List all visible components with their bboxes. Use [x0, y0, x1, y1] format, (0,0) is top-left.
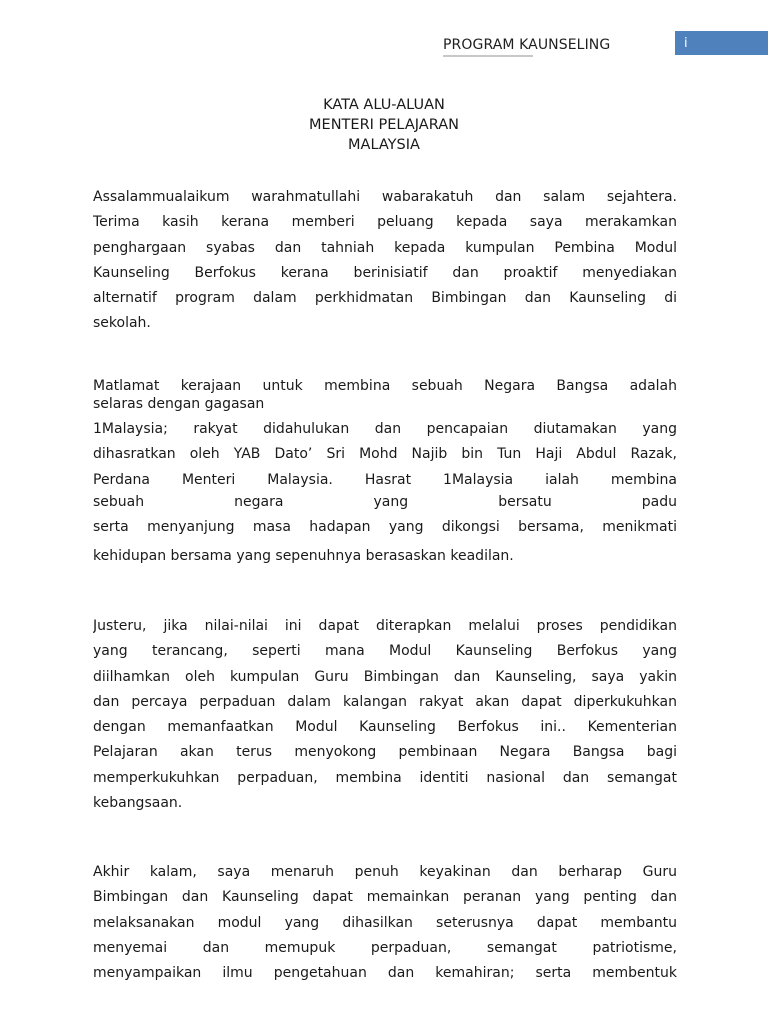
- paragraph-line: selaras dengan gagasan: [93, 396, 265, 412]
- paragraph-line: kebangsaan.: [93, 795, 183, 812]
- paragraph-line: diilhamkan oleh kumpulan Guru Bimbingan dan Kaunseling, saya yakin: [93, 668, 677, 685]
- paragraph-line: dengan memanfaatkan Modul Kaunseling Berfokus ini.. Kementerian: [93, 719, 677, 736]
- paragraph-line: dihasratkan oleh YAB Dato’ Sri Mohd Najib bin Tun Haji Abdul Razak,: [93, 446, 677, 463]
- paragraph-line: memperkukuhkan perpaduan, membina identiti nasional dan semangat: [93, 769, 677, 786]
- paragraph-line: Perdana Menteri Malaysia. Hasrat 1Malaysia ialah membina: [93, 471, 677, 488]
- paragraph-line: kehidupan bersama yang sepenuhnya berasaskan keadilan.: [93, 547, 514, 564]
- paragraph-line: sebuah negara yang bersatu padu: [93, 493, 677, 510]
- paragraph-line: Assalammualaikum warahmatullahi wabarakatuh dan salam sejahtera.: [93, 189, 677, 205]
- paragraph-line: dan percaya perpaduan dalam kalangan rakyat akan dapat diperkukuhkan: [93, 693, 677, 710]
- paragraph-line: alternatif program dalam perkhidmatan Bimbingan dan Kaunseling di: [93, 290, 677, 307]
- paragraph-line: penghargaan syabas dan tahniah kepada kumpulan Pembina Modul: [93, 239, 677, 256]
- paragraph-line: 1Malaysia; rakyat didahulukan dan pencapaian diutamakan yang: [93, 421, 677, 437]
- document-title: [0, 95, 768, 155]
- paragraph-line: menyemai dan memupuk perpaduan, semangat patriotisme,: [93, 939, 677, 956]
- header-underline: [443, 55, 533, 57]
- page-number-badge: [675, 31, 768, 55]
- paragraph-line: Terima kasih kerana memberi peluang kepada saya merakamkan: [93, 214, 677, 231]
- title-line-1: KATA ALU-ALUAN: [323, 97, 445, 113]
- paragraph-4: [93, 860, 677, 986]
- paragraph-2: [93, 378, 677, 569]
- paragraph-1: [93, 185, 677, 337]
- header-title: PROGRAM KAUNSELING: [443, 37, 611, 53]
- page-number: i: [684, 36, 688, 51]
- title-line-2: MENTERI PELAJARAN: [309, 117, 459, 133]
- paragraph-line: Justeru, jika nilai-nilai ini dapat diterapkan melalui proses pendidikan: [93, 618, 677, 634]
- paragraph-line: Matlamat kerajaan untuk membina sebuah Negara Bangsa adalah: [93, 378, 677, 394]
- paragraph-line: yang terancang, seperti mana Modul Kaunseling Berfokus yang: [93, 643, 677, 660]
- paragraph-line: Bimbingan dan Kaunseling dapat memainkan peranan yang penting dan: [93, 889, 677, 906]
- paragraph-line: menyampaikan ilmu pengetahuan dan kemahiran; serta membentuk: [93, 965, 677, 982]
- paragraph-line: serta menyanjung masa hadapan yang dikongsi bersama, menikmati: [93, 518, 677, 535]
- paragraph-line: Kaunseling Berfokus kerana berinisiatif dan proaktif menyediakan: [93, 264, 677, 281]
- paragraph-line: sekolah.: [93, 315, 151, 332]
- paragraph-3: [93, 614, 677, 816]
- paragraph-line: Pelajaran akan terus menyokong pembinaan Negara Bangsa bagi: [93, 744, 677, 761]
- paragraph-line: melaksanakan modul yang dihasilkan seterusnya dapat membantu: [93, 914, 677, 931]
- paragraph-line: Akhir kalam, saya menaruh penuh keyakinan dan berharap Guru: [93, 864, 677, 880]
- title-line-3: MALAYSIA: [348, 137, 420, 153]
